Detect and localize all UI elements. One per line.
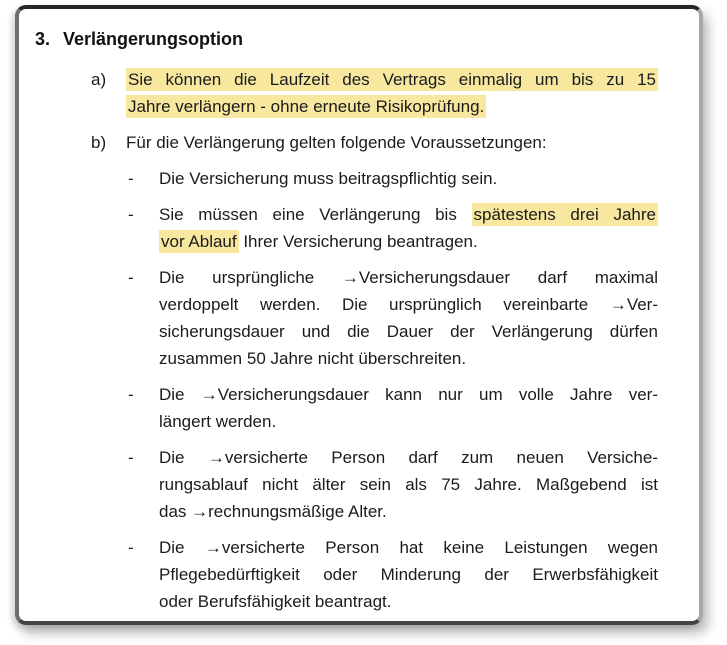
text-line bbox=[159, 588, 658, 615]
body-text: Die →versicherte Person darf zum neuen Versiche- bbox=[159, 448, 658, 467]
body-text: das →rechnungsmäßige Alter. bbox=[159, 502, 387, 521]
text-line bbox=[159, 444, 658, 471]
item-text bbox=[159, 444, 658, 525]
highlighted-text: spätestens drei Jahre bbox=[473, 205, 656, 224]
bullet-item bbox=[35, 264, 658, 372]
body-text: längert werden. bbox=[159, 412, 277, 431]
bullet-dash: - bbox=[128, 385, 134, 404]
highlighted-text: Sie können die Laufzeit des Vertrags einmalig um bis zu 15 bbox=[128, 70, 656, 89]
text-line bbox=[159, 165, 658, 192]
text-line bbox=[159, 408, 658, 435]
bullet-item bbox=[35, 444, 658, 525]
text-line bbox=[159, 201, 658, 228]
lettered-item bbox=[35, 129, 658, 156]
bullet-dash: - bbox=[128, 538, 134, 557]
text-line bbox=[159, 498, 658, 525]
body-text: rungsablauf nicht älter sein als 75 Jahre. Maßgebend ist bbox=[159, 475, 658, 494]
item-letter-label: a) bbox=[91, 70, 107, 89]
body-text: sicherungsdauer und die Dauer der Verlängerung dürfen bbox=[159, 322, 658, 341]
section-title: Verlängerungsoption bbox=[63, 29, 244, 49]
item-text bbox=[159, 264, 658, 372]
body-text: Sie müssen eine Verlängerung bis bbox=[159, 205, 472, 224]
bullet-item bbox=[35, 201, 658, 255]
body-text: oder Berufsfähigkeit beantragt. bbox=[159, 592, 392, 611]
bullet-dash: - bbox=[128, 205, 134, 224]
body-text: zusammen 50 Jahre nicht überschreiten. bbox=[159, 349, 467, 368]
bullet-item bbox=[35, 165, 658, 192]
bullet-dash: - bbox=[128, 448, 134, 467]
bullet-dash: - bbox=[128, 268, 134, 287]
text-line bbox=[159, 471, 658, 498]
section-heading bbox=[35, 25, 658, 53]
text-line bbox=[159, 291, 658, 318]
item-letter-label: b) bbox=[91, 133, 107, 152]
text-line bbox=[126, 66, 658, 93]
text-line bbox=[159, 318, 658, 345]
text-line bbox=[159, 228, 658, 255]
highlighted-text: Jahre verlängern - ohne erneute Risikoprüfung. bbox=[128, 97, 485, 116]
text-line bbox=[159, 534, 658, 561]
document-content bbox=[19, 9, 699, 630]
bullet-item bbox=[35, 534, 658, 615]
body-text: Für die Verlängerung gelten folgende Voraussetzungen: bbox=[126, 133, 547, 152]
text-line bbox=[159, 381, 658, 408]
text-line bbox=[126, 93, 658, 120]
body-text: Pflegebedürftigkeit oder Minderung der Erwerbsfähigkeit bbox=[159, 565, 658, 584]
item-text bbox=[126, 66, 658, 120]
item-text bbox=[126, 129, 658, 156]
item-text bbox=[159, 381, 658, 435]
body-text: Die ursprüngliche →Versicherungsdauer darf maximal bbox=[159, 268, 658, 287]
body-text: verdoppelt werden. Die ursprünglich vereinbarte →Ver- bbox=[159, 295, 658, 314]
highlighted-text: vor Ablauf bbox=[161, 232, 237, 251]
body-text: Die Versicherung muss beitragspflichtig sein. bbox=[159, 169, 498, 188]
item-text bbox=[159, 201, 658, 255]
text-line bbox=[126, 129, 658, 156]
bullet-item bbox=[35, 381, 658, 435]
body-text: Die →versicherte Person hat keine Leistungen wegen bbox=[159, 538, 658, 557]
document-body bbox=[35, 66, 658, 615]
text-line bbox=[159, 345, 658, 372]
item-text bbox=[159, 534, 658, 615]
text-line bbox=[159, 561, 658, 588]
text-line bbox=[159, 264, 658, 291]
body-text: Ihrer Versicherung beantragen. bbox=[238, 232, 478, 251]
bullet-dash: - bbox=[128, 169, 134, 188]
body-text: Die →Versicherungsdauer kann nur um volle Jahre ver- bbox=[159, 385, 658, 404]
item-text bbox=[159, 165, 658, 192]
document-page bbox=[15, 5, 703, 625]
lettered-item bbox=[35, 66, 658, 120]
section-number: 3. bbox=[35, 29, 51, 49]
